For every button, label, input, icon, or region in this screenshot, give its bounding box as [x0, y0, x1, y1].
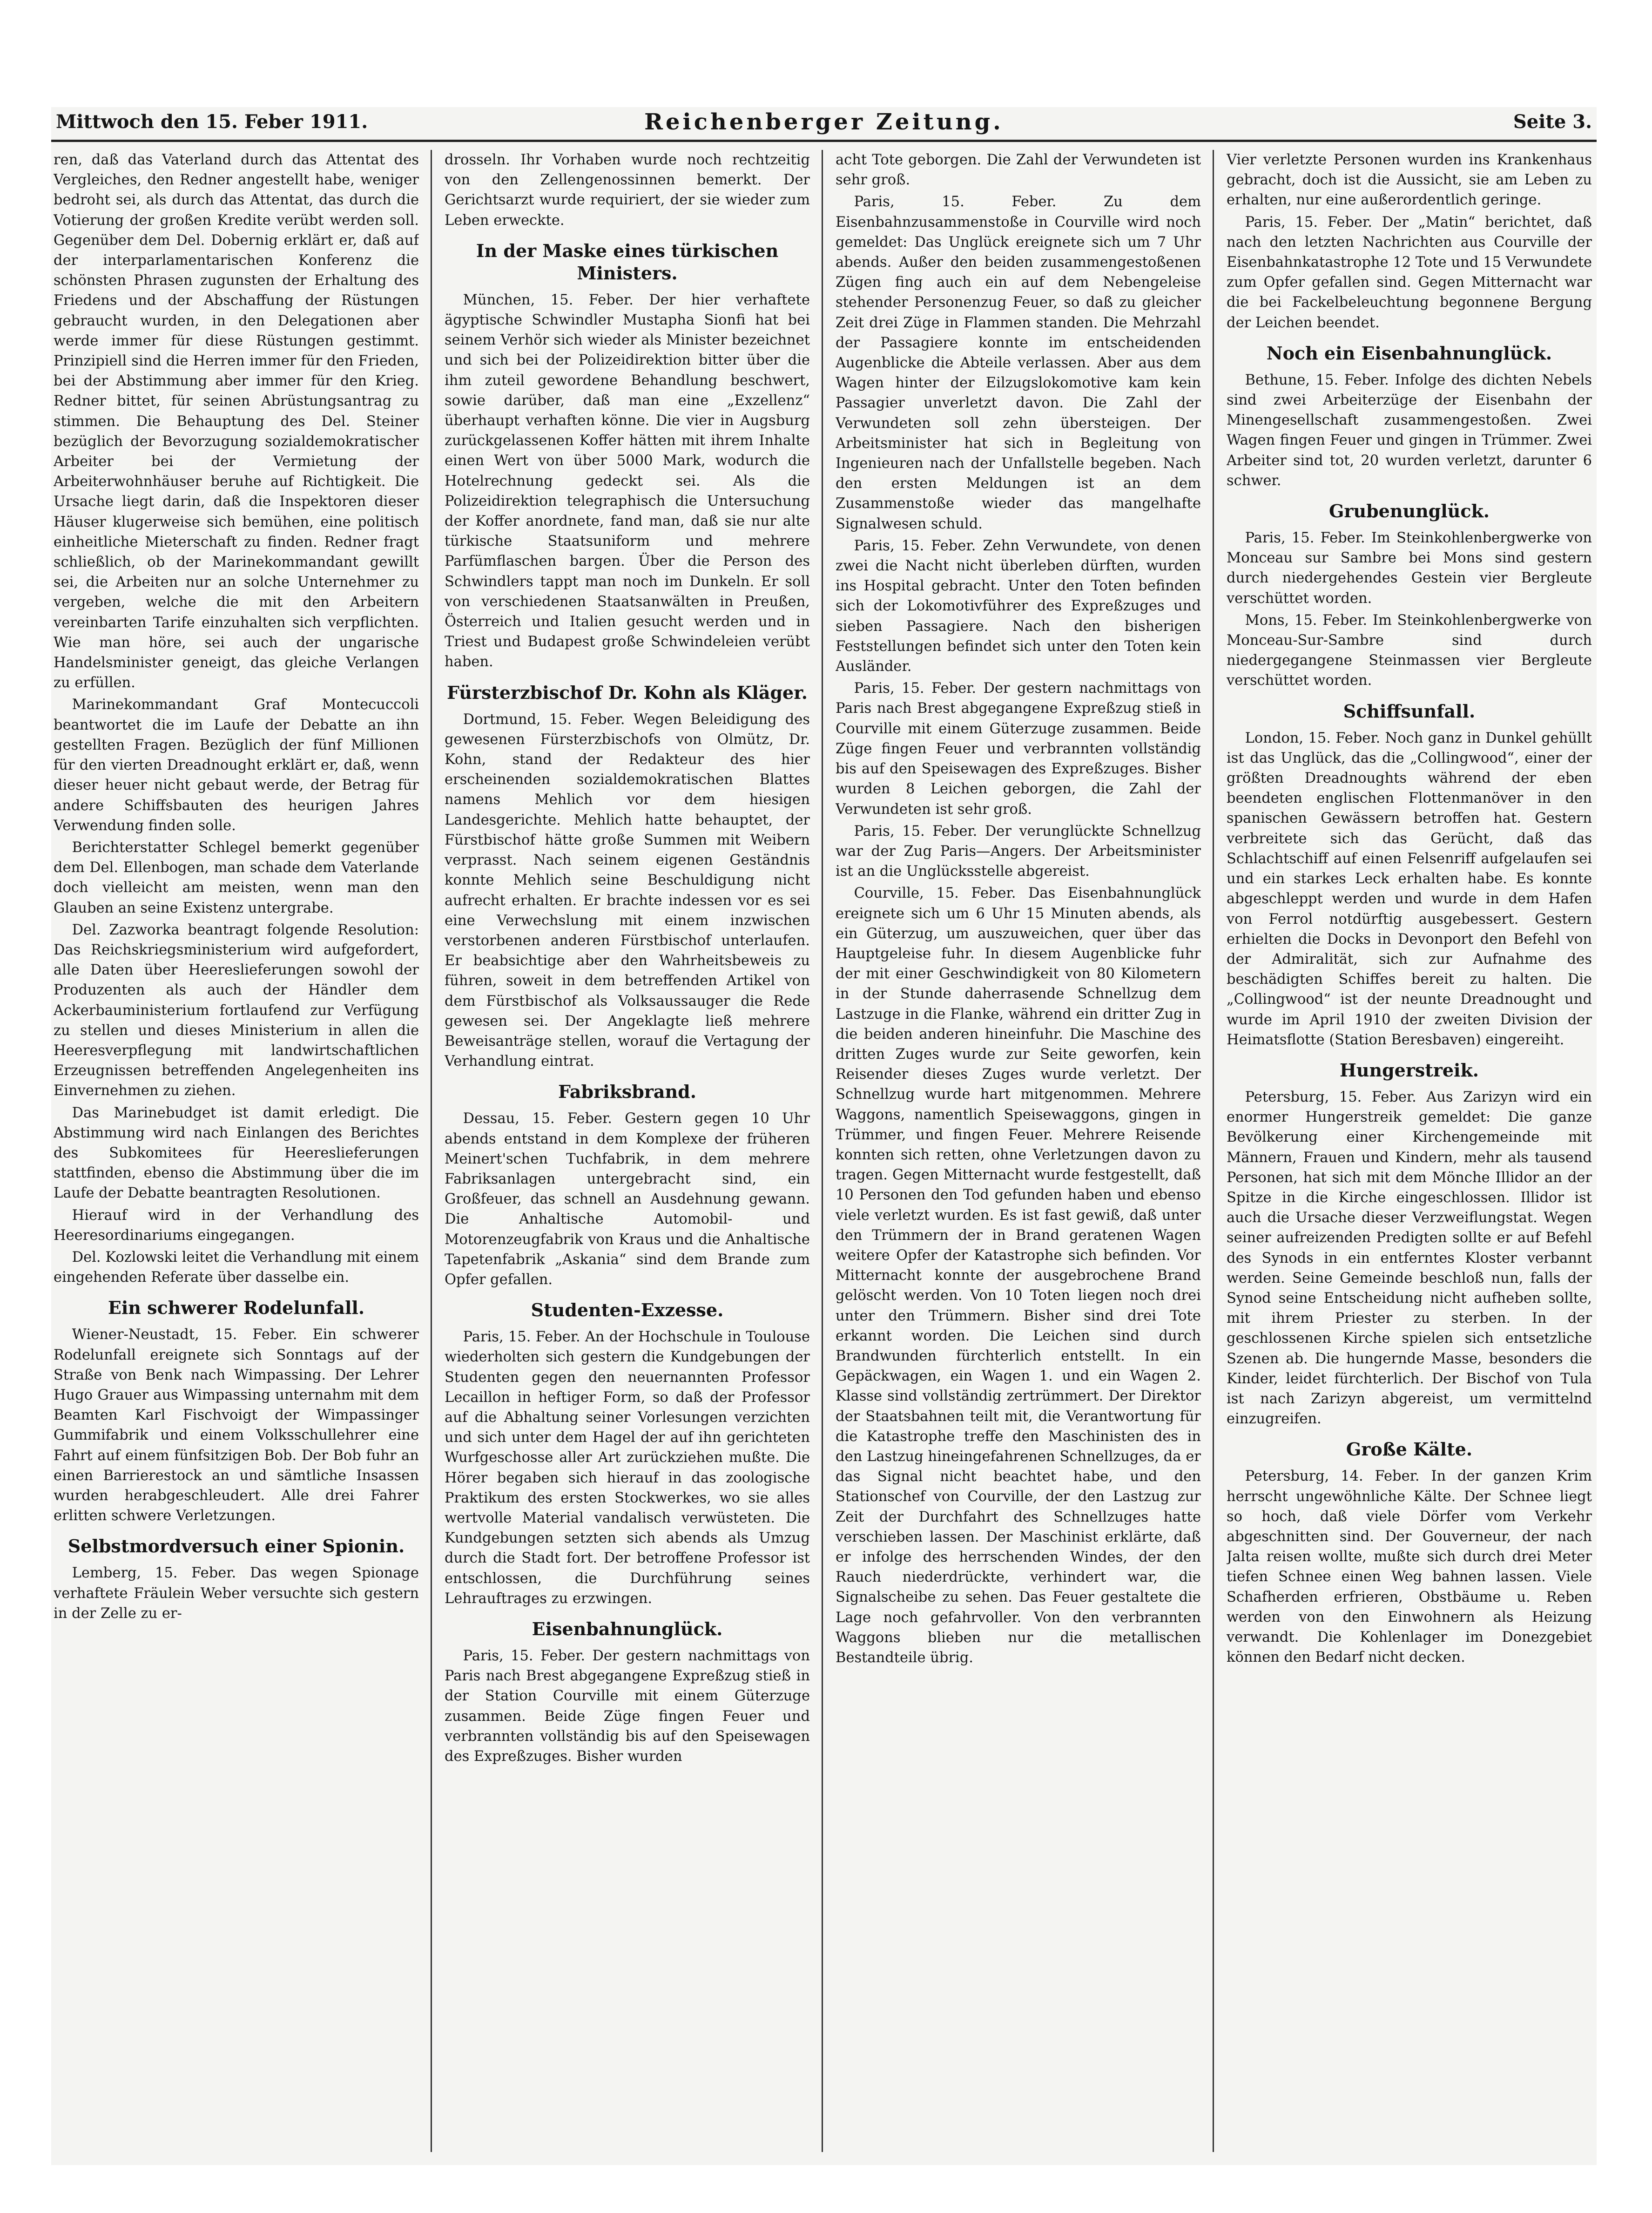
- article-paragraph: Berichterstatter Schlegel bemerkt gegenüber dem Del. Ellenbogen, man schade dem Vaterlande doch vielleicht am meisten, wenn man den Glauben an seine Existenz untergrabe.: [54, 839, 419, 916]
- article-paragraph: Dessau, 15. Feber. Gestern gegen 10 Uhr abends entstand in dem Komplexe der früheren Meinert'schen Tuchfabrik, in dem mehrere Fabriksanlagen untergebracht sind, ein Großfeuer, das schnell an Ausdehnung gewann. Die Anhaltische Automobil- und Motorenzeugfabrik von Kraus und die Anhaltische Tapetenfabrik „Askania“ sind dem Brande zum Opfer gefallen.: [445, 1110, 810, 1288]
- article-paragraph: Paris, 15. Feber. Der gestern nachmittags von Paris nach Brest abgegangene Expreßzug stieß in Courville mit einem Güterzuge zusammen. Beide Züge fingen Feuer und verbrannten vollständig bis auf den Speisewagen des Expreßzuges. Bisher wurden 8 Leichen geborgen, die Zahl der Verwundeten ist sehr groß.: [836, 680, 1201, 818]
- article-paragraph: Dortmund, 15. Feber. Wegen Beleidigung des gewesenen Fürsterzbischofs von Olmütz, Dr. Kohn, stand der Redakteur des hier erscheinenden sozialdemokratischen Blattes namens Mehlich vor dem hiesigen Landesgerichte. Mehlich hatte behauptet, der Fürstbischof hätte große Summen mit Weibern verprasst. Nach seinem eigenen Geständnis konnte Mehlich seine Beschuldigung nicht aufrecht erhalten. Er brachte indessen vor es sei eine Verwechslung mit einem inzwischen verstorbenen anderen Fürstbischof unterlaufen. Er beabsichtige aber den Wahrheitsbeweis zu führen, soweit in dem betreffenden Artikel von dem Fürstbischof als Volksaussauger die Rede gewesen sei. Der Angeklagte ließ mehrere Beweisanträge stellen, worauf die Vertagung der Verhandlung eintrat.: [445, 711, 810, 1070]
- article-paragraph: Bethune, 15. Feber. Infolge des dichten Nebels sind zwei Arbeiterzüge der Eisenbahn der Minengesellschaft zusammengestoßen. Zwei Wagen fingen Feuer und gingen in Trümmer. Zwei Arbeiter sind tot, 20 wurden verletzt, darunter 6 schwer.: [1227, 372, 1592, 489]
- column-3: [836, 150, 1201, 2152]
- article-paragraph: Paris, 15. Feber. Der „Matin“ berichtet, daß nach den letzten Nachrichten aus Courville der Eisenbahnkatastrophe 12 Tote und 15 Verwundete zum Opfer gefallen sind. Gegen Mitternacht war die bei Fackelbeleuchtung begonnene Bergung der Leichen beendet.: [1227, 214, 1592, 331]
- article-headline: Hungerstreik.: [1339, 1059, 1479, 1081]
- article-headline: Studenten-Exzesse.: [531, 1299, 724, 1321]
- article-headline: In der Maske eines türkischen Ministers.: [476, 240, 779, 284]
- masthead: [51, 107, 1597, 142]
- article-paragraph: Hierauf wird in der Verhandlung des Heeresordinariums eingegangen.: [54, 1207, 419, 1244]
- page-number: Seite 3.: [1513, 111, 1592, 133]
- article-paragraph: Paris, 15. Feber. Der verunglückte Schnellzug war der Zug Paris—Angers. Der Arbeitsminister ist an die Unglücksstelle abgereist.: [836, 823, 1201, 880]
- column-rule: [822, 150, 823, 2152]
- column-rule: [431, 150, 432, 2152]
- article-paragraph: London, 15. Feber. Noch ganz in Dunkel gehüllt ist das Unglück, das die „Collingwood“, einer der größten Dreadnoughts während der eben beendeten englischen Flottenmanöver in den spanischen Gewässern betroffen hat. Gestern verbreitete sich das Gerücht, daß das Schlachtschiff auf einen Felsenriff aufgelaufen sei und ein starkes Leck erhalten habe. Es konnte abgeschleppt werden und wurde in dem Hafen von Ferrol notdürftig ausgebessert. Gestern erhielten die Docks in Devonport den Befehl von der Admiralität, sich zur Aufnahme des beschädigten Schiffes bereit zu halten. Die „Collingwood“ ist der neunte Dreadnought und wurde im April 1910 der zweiten Division der Heimatsflotte (Station Beresbaven) eingereiht.: [1227, 730, 1592, 1048]
- column-rule: [1213, 150, 1214, 2152]
- article-headline: Große Kälte.: [1346, 1439, 1473, 1460]
- article-paragraph: Mons, 15. Feber. Im Steinkohlenbergwerke von Monceau-Sur-Sambre sind durch niedergegangene Steinmassen vier Bergleute verschüttet worden.: [1227, 612, 1592, 689]
- article-headline: Fabriksbrand.: [558, 1081, 696, 1103]
- newspaper-title: Reichenberger Zeitung.: [644, 109, 1004, 135]
- article-paragraph: München, 15. Feber. Der hier verhaftete ägyptische Schwindler Mustapha Sionfi hat bei seinem Verhör sich wieder als Minister bezeichnet und sich bei der Polizeidirektion bitter über die ihm zuteil gewordene Behandlung beschwert, sowie darüber, daß man eine „Exzellenz“ überhaupt verhaften könne. Die vier in Augsburg zurückgelassenen Koffer hätten mit ihrem Inhalte einen Wert von über 5000 Mark, wodurch die Hotelrechnung gedeckt sei. Als die Polizeidirektion telegraphisch die Untersuchung der Koffer anordnete, fand man, daß sie nur alte türkische Staatsuniform und mehrere Parfümflaschen bargen. Über die Person des Schwindlers tappt man noch im Dunkeln. Er soll von verschiedenen Staatsanwälten in Preußen, Österreich und Italien gesucht werden und in Triest und Budapest große Schwindeleien verübt haben.: [445, 291, 810, 670]
- article-headline: Schiffsunfall.: [1343, 700, 1476, 722]
- article-paragraph: acht Tote geborgen. Die Zahl der Verwundeten ist sehr groß.: [836, 152, 1201, 189]
- issue-date: Mittwoch den 15. Feber 1911.: [56, 111, 368, 133]
- article-headline: Noch ein Eisenbahnunglück.: [1266, 342, 1552, 364]
- article-paragraph: Courville, 15. Feber. Das Eisenbahnunglück ereignete sich um 6 Uhr 15 Minuten abends, als ein Güterzug, um auszuweichen, quer über das Hauptgeleise fuhr. In diesem Augenblicke fuhr der mit einer Geschwindigkeit von 80 Kilometern in der Stunde daherrasende Schnellzug dem Lastzuge in die Flanke, während ein dritter Zug in die beiden anderen hineinfuhr. Die Maschine des dritten Zuges wurde zur Seite geworfen, kein Reisender dieses Zuges wurde verletzt. Der Schnellzug wurde hart mitgenommen. Mehrere Waggons, namentlich Speisewaggons, gingen in Trümmer, und fingen Feuer. Mehrere Reisende konnten sich retten, ohne Verletzungen davon zu tragen. Gegen Mitternacht wurde festgestellt, daß 10 Personen den Tod gefunden haben und ebenso viele verletzt wurden. Es ist fast gewiß, daß unter den Trümmern der in Brand geratenen Wagen weitere Opfer der Katastrophe sich befinden. Vor Mitternacht konnte der ausgebrochene Brand gelöscht werden. Von 10 Toten liegen noch drei unter den Trümmern. Bisher sind drei Tote erkannt worden. Die Leichen sind durch Brandwunden fürchterlich entstellt. In ein Gepäckwagen, ein Wagen 1. und ein Wagen 2. Klasse sind vollständig zertrümmert. Der Direktor der Staatsbahnen teilt mit, die Verantwortung für die Katastrophe treffe den Maschinisten des in den Lastzug hineingefahrenen Schnellzuges, da er das Signal nicht beachtet habe, und den Stationschef von Courville, der den Lastzug zur Zeit der Durchfahrt des Schnellzuges hatte verschieben lassen. Der Maschinist erklärte, daß er infolge des herrschenden Windes, der den Rauch niederdrückte, verhindert war, die Signalscheibe zu sehen. Das Feuer gestaltete die Lage noch gefahrvoller. Von den verbrannten Waggons blieben nur die metallischen Bestandteile übrig.: [836, 885, 1201, 1666]
- article-paragraph: Del. Kozlowski leitet die Verhandlung mit einem eingehenden Referate über dasselbe ein.: [54, 1249, 419, 1286]
- article-paragraph: Marinekommandant Graf Montecuccoli beantwortet die im Laufe der Debatte an ihn gestellten Fragen. Bezüglich der fünf Millionen für den vierten Dreadnought erklärt er, daß, wenn dieser heuer nicht gebaut werde, der Betrag für andere Schiffsbauten des heurigen Jahres Verwendung finden solle.: [54, 697, 419, 834]
- article-paragraph: Paris, 15. Feber. Zu dem Eisenbahnzusammenstoße in Courville wird noch gemeldet: Das Unglück ereignete sich um 7 Uhr abends. Außer den beiden zusammengestoßenen Zügen fing auch ein auf dem Nebengeleise stehender Personenzug Feuer, so daß zu gleicher Zeit drei Züge in Flammen standen. Die Mehrzahl der Passagiere konnte im entscheidenden Augenblicke die Abteile verlassen. Aber aus dem Wagen hinter der Eilzugslokomotive kam kein Passagier unverletzt davon. Die Zahl der Verwundeten soll zehn übersteigen. Der Arbeitsminister hat sich in Begleitung von Ingenieuren nach der Unfallstelle begeben. Nach den ersten Meldungen ist an dem Zusammenstoße wieder das mangelhafte Signalwesen schuld.: [836, 194, 1201, 532]
- newspaper-page: [51, 107, 1597, 2165]
- article-paragraph: Petersburg, 15. Feber. Aus Zarizyn wird ein enormer Hungerstreik gemeldet: Die ganze Bevölkerung einer Kirchengemeinde mit Männern, Frauen und Kindern, mehr als tausend Personen, hat sich mit dem Mönche Illidor an der Spitze in die Kirche eingeschlossen. Illidor ist auch die Ursache dieser Verzweiflungstat. Wegen seiner aufreizenden Predigten sollte er auf Befehl des Synods in ein entferntes Kloster verbannt werden. Seine Gemeinde beschloß nun, falls der Synod seine Entscheidung nicht aufheben sollte, mit ihrem Priester zu sterben. In der geschlossenen Kirche spielen sich entsetzliche Szenen ab. Die hungernde Masse, besonders die Kinder, leidet fürchterlich. Der Bischof von Tula ist nach Zarizyn abgereist, um vermittelnd einzugreifen.: [1227, 1089, 1592, 1428]
- article-paragraph: Wiener-Neustadt, 15. Feber. Ein schwerer Rodelunfall ereignete sich Sonntags auf der Straße von Benk nach Wimpassing. Der Lehrer Hugo Grauer aus Wimpassing unternahm mit dem Beamten Karl Fischvoigt der Wimpassinger Gummifabrik und einem Volksschullehrer eine Fahrt auf einem fünfsitzigen Bob. Der Bob fuhr an einen Barrierestock an und sämtliche Insassen wurden herabgeschleudert. Alle drei Fahrer erlitten schwere Verletzungen.: [54, 1326, 419, 1524]
- article-paragraph: Vier verletzte Personen wurden ins Krankenhaus gebracht, doch ist die Aussicht, sie am Leben zu erhalten, nur eine außerordentlich geringe.: [1227, 152, 1592, 209]
- article-headline: Fürsterzbischof Dr. Kohn als Kläger.: [446, 682, 808, 703]
- article-paragraph: Das Marinebudget ist damit erledigt. Die Abstimmung wird nach Einlangen des Berichtes des Subkomitees für Heereslieferungen stattfinden, ebenso die Abstimmung über die im Laufe der Debatte beantragten Resolutionen.: [54, 1104, 419, 1202]
- article-paragraph: ren, daß das Vaterland durch das Attentat des Vergleiches, den Redner angestellt habe, weniger bedroht sei, als durch das Attentat, das durch die Votierung der großen Kredite verübt werden soll. Gegenüber dem Del. Dobernig erklärt er, daß auf der interparlamentarischen Konferenz die schönsten Phrasen zugunsten der Erhaltung des Friedens und der Abschaffung der Rüstungen gebraucht wurden, in den Delegationen aber werde immer für diese Rüstungen gestimmt. Prinzipiell sind die Herren immer für den Frieden, bei der Abstimmung aber immer für den Krieg. Redner bittet, für seinen Abrüstungsantrag zu stimmen. Die Behauptung des Del. Steiner bezüglich der Bevorzugung sozialdemokratischer Arbeiter bei der Vermietung der Arbeiterwohnhäuser beruhe auf Richtigkeit. Die Ursache liegt darin, daß die Inspektoren dieser Häuser klugerweise sich bemühen, eine politisch einheitliche Mieterschaft zu finden. Redner fragt schließlich, ob der Marinekommandant gewillt sei, die Arbeiten nur an solche Unternehmer zu vergeben, welche die mit den Arbeitern vereinbarten Tarife einzuhalten sich verpflichten. Wie man höre, sei auch der ungarische Handelsminister geneigt, das gleiche Verlangen zu erfüllen.: [54, 152, 419, 691]
- column-1: [54, 150, 419, 2152]
- article-paragraph: Lemberg, 15. Feber. Das wegen Spionage verhaftete Fräulein Weber versuchte sich gestern in der Zelle zu er-: [54, 1565, 419, 1622]
- article-paragraph: Petersburg, 14. Feber. In der ganzen Krim herrscht ungewöhnliche Kälte. Der Schnee liegt so hoch, daß viele Dörfer vom Verkehr abgeschnitten sind. Der Gouverneur, der nach Jalta reisen wollte, mußte sich durch drei Meter tiefen Schnee einen Weg bahnen lassen. Viele Schafherden erfrieren, Obstbäume u. Reben werden von den Einwohnern als Heizung verwandt. Die Kohlenlager im Donezgebiet können den Bedarf nicht decken.: [1227, 1468, 1592, 1666]
- article-headline: Eisenbahnunglück.: [532, 1618, 723, 1639]
- article-paragraph: Del. Zazworka beantragt folgende Resolution: Das Reichskriegsministerium wird aufgefordert, alle Daten über Heereslieferungen sowohl der Produzenten als auch der Händler dem Ackerbauministerium fortlaufend zur Verfügung zu stellen und dieses Ministerium in allen die Heeresverpflegung mit landwirtschaftlichen Erzeugnissen betreffenden Angelegenheiten ins Einvernehmen zu ziehen.: [54, 921, 419, 1099]
- article-paragraph: drosseln. Ihr Vorhaben wurde noch rechtzeitig von den Zellengenossinnen bemerkt. Der Gerichtsarzt wurde requiriert, der sie wieder zum Leben erweckte.: [445, 152, 810, 229]
- column-4: [1227, 150, 1592, 2152]
- article-paragraph: Paris, 15. Feber. Im Steinkohlenbergwerke von Monceau sur Sambre bei Mons sind gestern durch niedergehendes Gestein vier Bergleute verschüttet worden.: [1227, 530, 1592, 607]
- column-2: [445, 150, 810, 2152]
- article-paragraph: Paris, 15. Feber. An der Hochschule in Toulouse wiederholten sich gestern die Kundgebungen der Studenten gegen den neuernannten Professor Lecaillon in heftiger Form, so daß der Professor auf die Abhaltung seiner Vorlesungen verzichten und sich unter dem Hagel der auf ihn gerichteten Wurfgeschosse aller Art zurückziehen mußte. Die Hörer begaben sich hierauf in das zoologische Praktikum des ersten Stockwerkes, wo sie alles wertvolle Material vandalisch verwüsteten. Die Kundgebungen setzten sich abends als Umzug durch die Stadt fort. Der betroffene Professor ist entschlossen, die Durchführung seines Lehrauftrages zu erzwingen.: [445, 1329, 810, 1607]
- article-headline: Grubenunglück.: [1328, 501, 1490, 522]
- article-paragraph: Paris, 15. Feber. Zehn Verwundete, von denen zwei die Nacht nicht überleben dürften, wurden ins Hospital gebracht. Unter den Toten befinden sich der Lokomotivführer des Expreßzuges und sieben Passagiere. Nach den bisherigen Feststellungen befindet sich unter den Toten kein Ausländer.: [836, 537, 1201, 675]
- article-headline: Selbstmordversuch einer Spionin.: [67, 1536, 405, 1557]
- article-paragraph: Paris, 15. Feber. Der gestern nachmittags von Paris nach Brest abgegangene Expreßzug stieß in der Station Courville mit einem Güterzuge zusammen. Beide Züge fingen Feuer und verbrannten vollständig bis auf den Speisewagen des Expreßzuges. Bisher wurden: [445, 1648, 810, 1765]
- article-headline: Ein schwerer Rodelunfall.: [108, 1297, 365, 1319]
